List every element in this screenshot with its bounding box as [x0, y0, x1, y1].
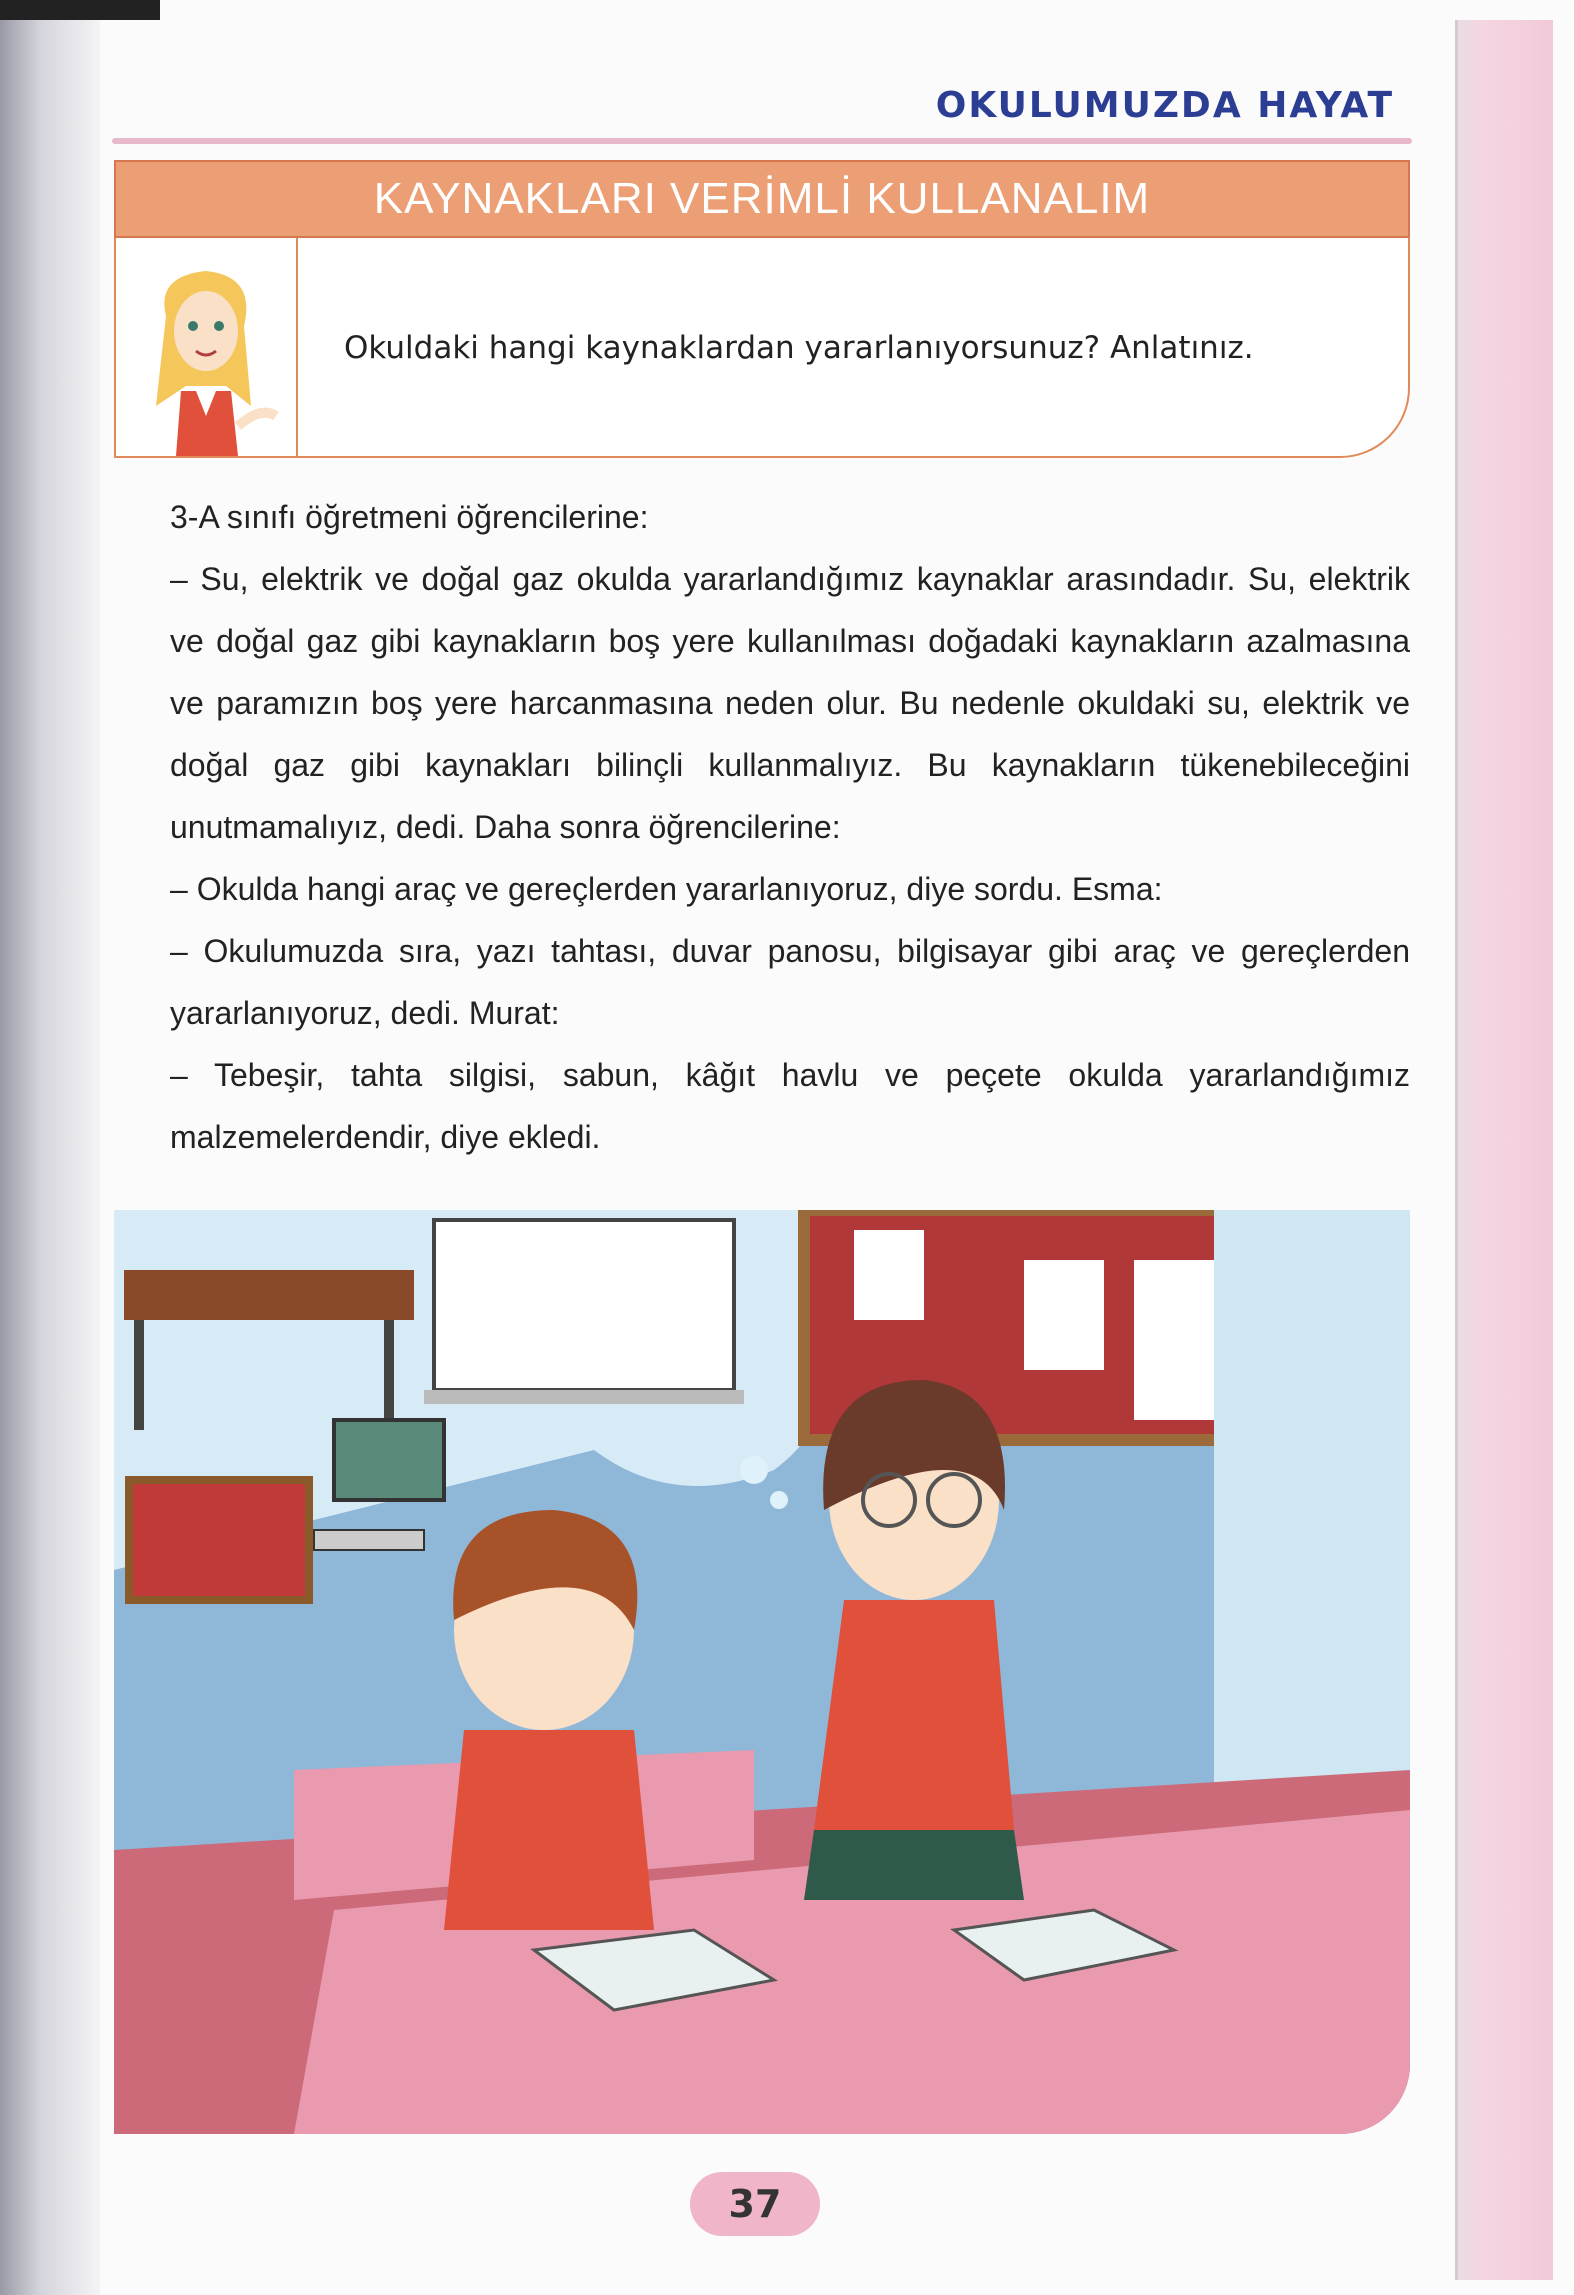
classroom-scene-icon [114, 1210, 1410, 2134]
section-title: OKULUMUZDA HAYAT [935, 85, 1394, 126]
teacher-avatar [116, 238, 298, 456]
page-number: 37 [690, 2172, 820, 2236]
discussion-question: Okuldaki hangi kaynaklardan yararlanıyorsunuz? Anlatınız. [344, 330, 1254, 366]
header-divider [112, 138, 1412, 144]
paragraph: – Su, elektrik ve doğal gaz okulda yararlandığımız kaynaklar arasındadır. Su, elektrik ve doğal gaz gibi kaynakların boş yere kullanılması doğadaki kaynakların azalmasına ve paramızın boş yere harcanmasına neden olur. Bu nedenle okuldaki su, elektrik ve doğal gaz gibi kaynakları bilinçli kullanmalıyız. Bu kaynakların tükenebileceğini unutmamalıyız, dedi. Daha sonra öğrencilerine: [170, 561, 1410, 845]
book-spine-shadow [0, 0, 100, 2295]
page-edge-strip [1455, 20, 1553, 2280]
paragraph: – Okulumuzda sıra, yazı tahtası, duvar panosu, bilgisayar gibi araç ve gereçlerden yararlanıyoruz, dedi. Murat: [170, 933, 1410, 1031]
question-box [114, 238, 1410, 458]
paragraph: – Tebeşir, tahta silgisi, sabun, kâğıt havlu ve peçete okulda yararlandığımız malzemelerdendir, diye ekledi. [170, 1057, 1410, 1155]
lesson-title-band [114, 160, 1410, 238]
classroom-illustration [114, 1210, 1410, 2134]
scan-edge [0, 0, 160, 20]
lesson-body [114, 486, 1410, 1168]
paragraph: – Okulda hangi araç ve gereçlerden yararlanıyoruz, diye sordu. Esma: [170, 871, 1163, 907]
lesson-title: KAYNAKLARI VERİMLİ KULLANALIM [373, 174, 1151, 223]
paragraph: 3-A sınıfı öğretmeni öğrencilerine: [170, 499, 649, 535]
teacher-illustration-icon [126, 256, 286, 456]
